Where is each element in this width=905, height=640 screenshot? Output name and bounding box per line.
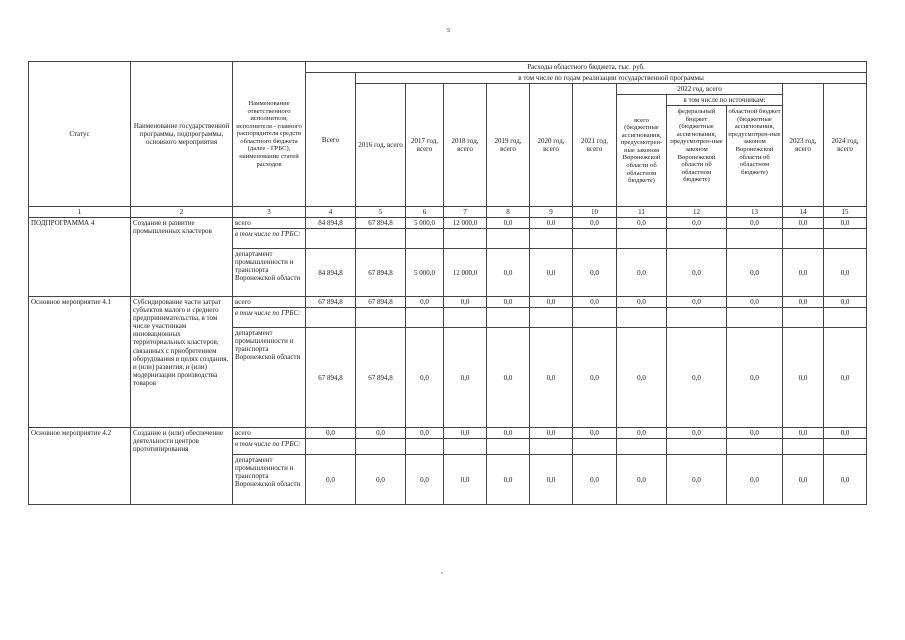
col-num: 7 <box>444 207 487 218</box>
col-num: 12 <box>667 207 727 218</box>
col-num: 8 <box>487 207 530 218</box>
value-cell: 0,0 <box>727 297 783 308</box>
value-cell: 0,0 <box>824 455 867 505</box>
col-num: 14 <box>783 207 824 218</box>
value-cell: 0,0 <box>824 297 867 308</box>
value-cell: 0,0 <box>306 455 356 505</box>
header-status: Статус <box>29 62 131 207</box>
header-2020: 2020 год, всего <box>530 84 573 207</box>
value-cell: 0,0 <box>530 297 573 308</box>
label-all: всего <box>233 297 306 308</box>
value-cell: 0,0 <box>824 218 867 229</box>
value-cell: 12 000,0 <box>444 249 487 297</box>
value-cell: 0,0 <box>487 328 530 428</box>
col-num: 1 <box>29 207 131 218</box>
value-cell: 0,0 <box>617 297 667 308</box>
value-cell: 0,0 <box>444 428 487 439</box>
value-cell: 0,0 <box>667 249 727 297</box>
value-cell: 0,0 <box>487 428 530 439</box>
header-expenses: Расходы областного бюджета, тыс. руб. <box>306 62 867 73</box>
header-by-sources: в том числе по источникам: <box>667 95 782 106</box>
value-cell: 0,0 <box>824 249 867 297</box>
budget-table <box>28 61 867 505</box>
value-cell: 0,0 <box>783 249 824 297</box>
label-incl-grbs: в том числе по ГРБС: <box>233 439 306 455</box>
value-cell: 67 894,8 <box>356 249 406 297</box>
value-cell: 67 894,8 <box>306 328 356 428</box>
value-cell: 84 894,8 <box>306 218 356 229</box>
header-2022: 2022 год, всего <box>617 84 783 95</box>
header-2023: 2023 год, всего <box>783 84 824 207</box>
value-cell: 0,0 <box>530 455 573 505</box>
label-incl-grbs: в том числе по ГРБС: <box>233 308 306 328</box>
value-cell: 0,0 <box>824 328 867 428</box>
value-cell: 0,0 <box>617 328 667 428</box>
section-status: Основное мероприятие 4.1 <box>29 297 131 428</box>
value-cell: 0,0 <box>573 428 617 439</box>
section-subprogram-4 <box>29 218 867 297</box>
header-2022-total: всего (бюджетные ассигнования, предусмотрен-ные законом Воронежской области об областном бюджете) <box>617 95 667 207</box>
value-cell: 0,0 <box>573 455 617 505</box>
value-cell: 0,0 <box>406 428 444 439</box>
col-num: 3 <box>233 207 306 218</box>
label-incl-grbs: в том числе по ГРБС: <box>233 229 306 249</box>
header-name: Наименование государственной программы, подпрограммы, основного мероприятия <box>131 62 233 207</box>
value-cell: 0,0 <box>727 428 783 439</box>
header-2021: 2021 год, всего <box>573 84 617 207</box>
value-cell: 0,0 <box>667 328 727 428</box>
col-num: 10 <box>573 207 617 218</box>
value-cell: 67 894,8 <box>356 218 406 229</box>
header-2024: 2024 год, всего <box>824 84 867 207</box>
value-cell: 0,0 <box>783 428 824 439</box>
section-name: Создание и развитие промышленных кластеров <box>131 218 233 297</box>
value-cell: 0,0 <box>530 328 573 428</box>
label-department: департамент промышленности и транспорта Воронежской области <box>233 249 306 297</box>
value-cell: 0,0 <box>727 218 783 229</box>
header-2022-sources <box>667 95 783 207</box>
value-cell: 0,0 <box>783 297 824 308</box>
value-cell: 0,0 <box>727 249 783 297</box>
header-regional: областной бюджет (бюджетные ассигнования, предусмотрен-ные законом Воронежской области об областном бюджете) <box>728 108 781 176</box>
value-cell: 0,0 <box>667 455 727 505</box>
value-cell: 12 000,0 <box>444 218 487 229</box>
value-cell: 0,0 <box>406 328 444 428</box>
value-cell: 0,0 <box>487 218 530 229</box>
value-cell: 0,0 <box>824 428 867 439</box>
value-cell: 0,0 <box>487 249 530 297</box>
value-cell: 0,0 <box>617 455 667 505</box>
value-cell: 0,0 <box>727 328 783 428</box>
value-cell: 0,0 <box>356 428 406 439</box>
label-all: всего <box>233 218 306 229</box>
header-2018: 2018 год, всего <box>444 84 487 207</box>
value-cell: 0,0 <box>617 249 667 297</box>
section-status: ПОДПРОГРАММА 4 <box>29 218 131 297</box>
section-status: Основное мероприятие 4.2 <box>29 428 131 505</box>
header-by-years: в том числе по годам реализации государственной программы <box>356 73 867 84</box>
header-federal: федеральный бюджет (бюджетные ассигнования, предусмотрен-ные законом Воронежской области об областном бюджете) <box>667 106 727 206</box>
value-cell: 0,0 <box>617 218 667 229</box>
value-cell: 0,0 <box>406 455 444 505</box>
label-department: департамент промышленности и транспорта Воронежской области <box>233 455 306 505</box>
value-cell: 0,0 <box>444 297 487 308</box>
header-2016: 2016 год, всего <box>356 84 406 207</box>
value-cell: 0,0 <box>727 455 783 505</box>
value-cell: 0,0 <box>617 428 667 439</box>
col-num: 9 <box>530 207 573 218</box>
value-cell: 0,0 <box>487 455 530 505</box>
value-cell: 0,0 <box>444 455 487 505</box>
col-num: 4 <box>306 207 356 218</box>
value-cell: 0,0 <box>667 218 727 229</box>
value-cell: 0,0 <box>530 428 573 439</box>
value-cell: 0,0 <box>530 249 573 297</box>
col-num: 5 <box>356 207 406 218</box>
section-name: Субсидирование части затрат субъектов малого и среднего предпринимательства, в том числе участникам инновационных территориальных кластеров, связанных с приобретением оборудования в целях создания, и (или) развития, и (или) модернизации производства товаров <box>131 297 233 428</box>
label-all: всего <box>233 428 306 439</box>
page-mark-bottom: , <box>441 566 443 575</box>
value-cell: 0,0 <box>356 455 406 505</box>
section-activity-4-2 <box>29 428 867 505</box>
col-num: 6 <box>406 207 444 218</box>
value-cell: 0,0 <box>487 297 530 308</box>
value-cell: 5 000,0 <box>406 218 444 229</box>
col-num: 2 <box>131 207 233 218</box>
header-total: Всего <box>306 73 356 207</box>
value-cell: 0,0 <box>573 218 617 229</box>
column-numbers-row <box>29 207 867 218</box>
section-name: Создание и (или) обеспечение деятельности центров прототипирования <box>131 428 233 505</box>
value-cell: 0,0 <box>306 428 356 439</box>
header-2019: 2019 год, всего <box>487 84 530 207</box>
value-cell: 5 000,0 <box>406 249 444 297</box>
value-cell: 67 894,8 <box>306 297 356 308</box>
value-cell: 0,0 <box>573 249 617 297</box>
col-num: 11 <box>617 207 667 218</box>
col-num: 13 <box>727 207 783 218</box>
value-cell: 67 894,8 <box>356 328 406 428</box>
value-cell: 0,0 <box>783 455 824 505</box>
value-cell: 84 894,8 <box>306 249 356 297</box>
value-cell: 0,0 <box>667 297 727 308</box>
section-activity-4-1 <box>29 297 867 428</box>
header-executor: Наименование ответственного исполнителя, исполнителя - главного распорядителя средств областного бюджета (далее - ГРБС), наименование статей расходов <box>233 62 306 207</box>
label-department: департамент промышленности и транспорта Воронежской области <box>233 328 306 428</box>
page-mark-top: s <box>447 25 451 34</box>
value-cell: 0,0 <box>573 297 617 308</box>
value-cell: 0,0 <box>783 218 824 229</box>
value-cell: 0,0 <box>406 297 444 308</box>
value-cell: 67 894,8 <box>356 297 406 308</box>
col-num: 15 <box>824 207 867 218</box>
value-cell: 0,0 <box>530 218 573 229</box>
value-cell: 0,0 <box>573 328 617 428</box>
value-cell: 0,0 <box>444 328 487 428</box>
header-2017: 2017 год, всего <box>406 84 444 207</box>
value-cell: 0,0 <box>783 328 824 428</box>
value-cell: 0,0 <box>667 428 727 439</box>
